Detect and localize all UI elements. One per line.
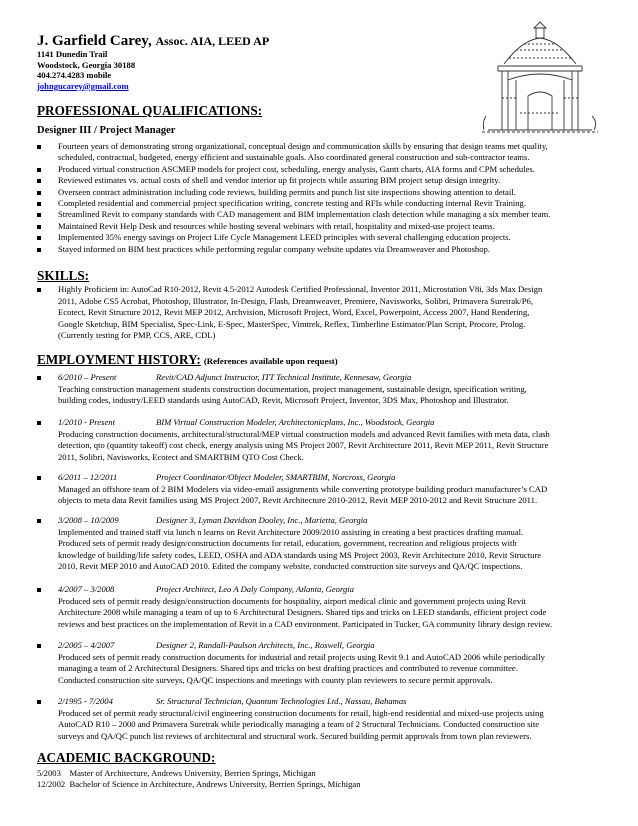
job-entry xyxy=(37,584,597,630)
bullet-icon xyxy=(37,421,41,425)
job-line: Managed an offshore team of 2 BIM Modelers via video-email assignments while converting prototype building product manufacturer’s CAD xyxy=(58,483,548,494)
job-title: BIM Virtual Construction Modeler, Architectonicplans, Inc., Woodstock, Georgia xyxy=(156,417,435,427)
job-line: Implemented and trained staff via lunch n learns on Revit Architecture 2009/2010 assisting in creating a best practices drafting manual. xyxy=(58,526,524,537)
list-item: Implemented 35% energy savings on Project Life Cycle Management LEED principles with several challenging education projects. xyxy=(37,232,597,243)
qualifications-heading: PROFESSIONAL QUALIFICATIONS: xyxy=(37,103,263,118)
job-line: Produced sets of permit ready design/construction documents for retail, education, government, recreation and religious projects with xyxy=(58,538,517,549)
job-line: Produced sets of permit ready construction documents for industrial and retail projects using Revit 9.1 and AutoCAD 2006 while periodically xyxy=(58,651,545,662)
skills-block xyxy=(37,284,597,342)
job-dates: 3/2008 – 10/2009 xyxy=(58,515,119,525)
skills-heading: SKILLS: xyxy=(37,268,90,283)
job-dates: 6/2011 – 12/2011 xyxy=(58,472,118,482)
education-block xyxy=(37,768,361,791)
job-line: Teaching construction management students construction documentation, project management, sustainable design, specification writing, xyxy=(58,383,527,394)
bullet-icon xyxy=(37,519,41,523)
bullet-icon xyxy=(37,700,41,704)
job-line: AutoCAD R10 – 2000 and Primavera Suretrak while periodically managing a team of 2 Structural Technicians. Conducted construction site xyxy=(58,719,540,730)
job-dates: 2/2005 – 4/2007 xyxy=(58,640,115,650)
job-line: Produced sets of permit ready design/construction documents for hospitality, airport medical clinic and government projects using Revit xyxy=(58,595,526,606)
job-title: Sr. Structural Technician, Quantum Technologies Ltd., Nassau, Bahamas xyxy=(156,696,407,706)
job-line: managing a team of 2 Architectural Designers. Shared tips and tricks on best drafting practices and contributed to revenue committee. xyxy=(58,663,518,674)
education-line: 5/2003 Master of Architecture, Andrews University, Berrien Springs, Michigan xyxy=(37,768,316,778)
job-entry xyxy=(37,472,597,507)
email-link[interactable]: johngucarey@gmail.com xyxy=(37,80,129,91)
job-line: Produced set of permit ready structural/civil engineering construction documents for retail, high-end residential and mixed-use projects using xyxy=(58,707,544,718)
job-line: Conducted construction site surveys, QA/QC inspections and meetings with county plan reviewers to secure permit approvals. xyxy=(58,674,493,685)
list-item: Produced virtual construction ASCMEP models for project cost, scheduling, energy analysis, Gantt charts, AIA forms and CPM schedules. xyxy=(37,164,597,175)
name-text: J. Garfield Carey, xyxy=(37,33,152,49)
bullet-icon xyxy=(37,644,41,648)
job-line: 2011, Solibri, Navisworks, Ecotect and SMARTBIM QTO Cost Check. xyxy=(58,451,304,462)
job-dates: 4/2007 – 3/2008 xyxy=(58,584,115,594)
job-line: Architecture 2008 while managing a team of up to 6 Architectural Designers. Shared tips and tricks on LEED standards, efficient project code xyxy=(58,607,547,618)
employment-heading-text: EMPLOYMENT HISTORY: xyxy=(37,352,201,367)
education-heading: ACADEMIC BACKGROUND: xyxy=(37,750,216,765)
address-line-1: 1141 Dunedin Trail xyxy=(37,49,108,59)
job-line: reviews and best practices on the implementation of Revit in a CAD environment. Participated in Tucker, GA community library design review. xyxy=(58,618,553,629)
skills-line: Google Sketchup, BIM Specialist, Spec-Link, E-Spec, MasterSpec, Vimtrek, Reflex, Timberline Estimator/Plan Script, Procore, Prolog. xyxy=(58,318,526,329)
job-line: knowledge of building/life safety codes, LEED, OSHA and ADA standards using MS Project 2003, Revit Architecture 2010, Revit Structure xyxy=(58,549,542,560)
job-title: Project Coordinator/Object Modeler, SMARTBIM, Norcross, Georgia xyxy=(156,472,396,482)
job-dates: 6/2010 – Present xyxy=(58,372,117,382)
job-entry xyxy=(37,417,597,463)
job-line: 2010, Revit MEP 2010 and AutoCAD 2010. Edited the company website, conducted construction site surveys and QA/QC inspections. xyxy=(58,561,523,572)
list-item: Completed residential and commercial project specification writing, concrete testing and RFIs while conducting internal Revit Training. xyxy=(37,198,597,209)
qualifications-list xyxy=(37,141,597,255)
bullet-icon xyxy=(37,376,41,380)
bullet-icon xyxy=(37,476,41,480)
job-line: surveys and QA/QC punch list reviews of architectural and structural work. Secured building permit approvals from town plan reviewers. xyxy=(58,730,532,741)
credentials-text: Assoc. AIA, LEED AP xyxy=(155,34,270,48)
job-line: Producing construction documents, architectural/structural/MEP virtual construction models and advanced Revit families with meta data, clash xyxy=(58,428,550,439)
list-item: Overseen contract administration including code reviews, building permits and punch list site inspections showing attention to detail. xyxy=(37,187,597,198)
job-line: objects to meta data Revit families using MS Project 2007, Revit Architecture 2010-2012, Revit MEP 2010-2012 and Revit Structure 2011. xyxy=(58,495,538,506)
list-item: Maintained Revit Help Desk and resources while hosting several webinars with retail, hospitality and mixed-use project teams. xyxy=(37,221,597,232)
skills-line: 2011, Adobe CS5 Acrobat, Photoshop, Illustrator, In-Design, Flash, Dreamweaver, Premiere, Navisworks, Solibri, Primavera Suretrak/P6, xyxy=(58,295,533,306)
contact-block xyxy=(37,49,135,91)
list-item: Fourteen years of demonstrating strong organizational, conceptual design and communication skills by ensuring that design teams met quality, scheduled, contractual, budgeted, energy efficient and sustainable goals. Also coordinated general construction and sub-contractor teams. xyxy=(37,141,597,164)
list-item: Reviewed estimates vs. actual costs of shell and vendor interior up fit projects while assuring BIM project setup design integrity. xyxy=(37,175,597,186)
skills-line: Highly Proficient in: AutoCad R10-2012, Revit 4.5-2012 Autodesk Certified Professional, Inventor 2011, Microstation V8i, 3ds Max Design xyxy=(58,284,543,294)
job-title: Revit/CAD Adjunct Instructor, ITT Technical Institute, Kennesaw, Georgia xyxy=(156,372,412,382)
job-entry xyxy=(37,515,597,573)
pavilion-sketch-illustration xyxy=(476,18,604,134)
job-line: building codes, industry/LEED standards using AutoCAD, Revit, Microsoft Project, Inventor, 3DS Max, Photoshop and Illustrator. xyxy=(58,395,509,406)
job-dates: 1/2010 - Present xyxy=(58,417,115,427)
job-dates: 2/1995 - 7/2004 xyxy=(58,696,113,706)
bullet-icon xyxy=(37,588,41,592)
job-entry xyxy=(37,640,597,686)
job-title: Project Architect, Leo A Daly Company, Atlanta, Georgia xyxy=(156,584,354,594)
references-note: (References available upon request) xyxy=(203,356,338,366)
job-title: Designer 3, Lyman Davidson Dooley, Inc., Marietta, Georgia xyxy=(156,515,368,525)
phone-number: 404.274.4283 mobile xyxy=(37,70,112,81)
skills-line: (Currently testing for PMP, CCS, ARE, CDL) xyxy=(58,330,216,341)
education-line: 12/2002 Bachelor of Science in Architecture, Andrews University, Berrien Springs, Michigan xyxy=(37,779,361,790)
list-item: Streamlined Revit to company standards with CAD management and BIM implementation clash detection while managing a six member team. xyxy=(37,209,597,220)
job-entry xyxy=(37,696,597,742)
resume-name xyxy=(37,33,269,50)
skills-line: Ecotect, Revit Structure 2012, Revit MEP 2012, Archvision, Microsoft Project, Word, Excel, Powerpoint, Access 2007, Hand Rendering, xyxy=(58,307,530,318)
job-line: detection, qto (quantity takeoff) cost check, energy analysis using MS Project 2007, Revit Architecture 2011, Revit MEP 2011, Revit Structure xyxy=(58,440,549,451)
qualifications-subheading: Designer III / Project Manager xyxy=(37,125,176,136)
job-entry xyxy=(37,372,597,407)
job-title: Designer 2, Randall-Paulson Architects, Inc., Roswell, Georgia xyxy=(156,640,375,650)
employment-heading xyxy=(37,352,338,368)
address-line-2: Woodstock, Georgia 30188 xyxy=(37,59,136,70)
bullet-icon xyxy=(37,288,41,292)
list-item: Stayed informed on BIM best practices while performing regular company website updates via Dreamweaver and Photoshop. xyxy=(37,244,597,255)
